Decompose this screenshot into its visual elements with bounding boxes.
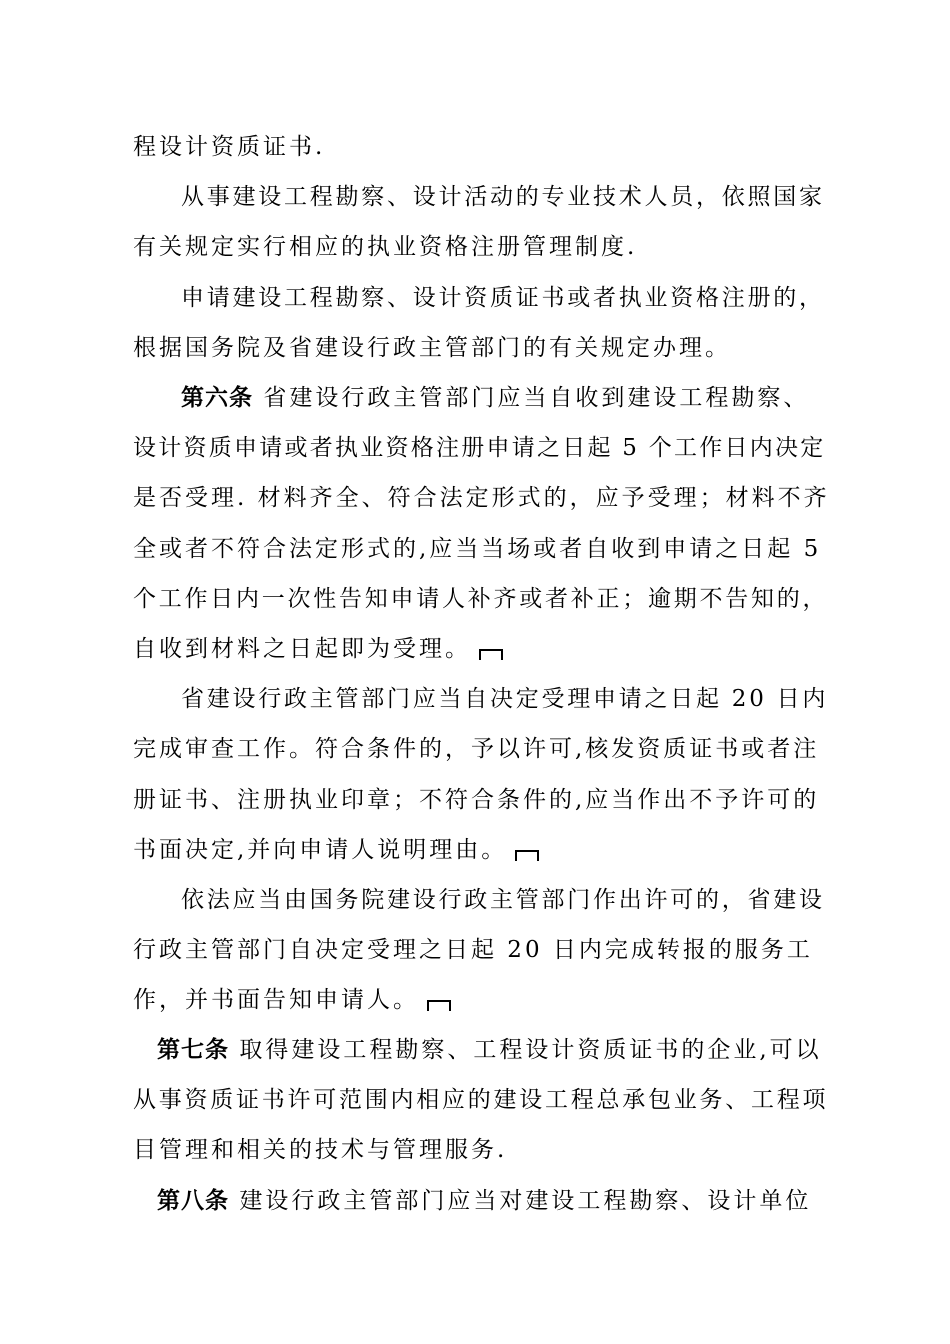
text-line: 依法应当由国务院建设行政主管部门作出许可的，省建设 [181, 887, 825, 913]
text-line: 个工作日内一次性告知申请人补齐或者补正；逾期不告知的， [133, 586, 829, 612]
article-6-line [181, 381, 809, 415]
text: 自收到材料之日起即为受理。 [133, 636, 471, 662]
bracket-mark-icon [479, 649, 503, 660]
text-line: 全或者不符合法定形式的,应当当场或者自收到申请之日起 5 [133, 536, 822, 562]
article-8-text: 建设行政主管部门应当对建设工程勘察、设计单位 [239, 1188, 812, 1214]
bracket-mark-icon [427, 1000, 451, 1011]
text-line: 册证书、注册执业印章；不符合条件的,应当作出不予许可的 [133, 787, 820, 813]
text-line-with-mark [133, 632, 503, 666]
article-6-title: 第六条 [181, 385, 253, 411]
article-7-title: 第七条 [157, 1037, 229, 1063]
article-6-text: 省建设行政主管部门应当自收到建设工程勘察、 [263, 385, 810, 411]
text-line-with-mark [133, 983, 451, 1017]
text-line: 行政主管部门自决定受理之日起 20 日内完成转报的服务工 [133, 937, 813, 963]
article-8-line [157, 1184, 811, 1218]
text-line: 完成审查工作。符合条件的，予以许可,核发资质证书或者注 [133, 736, 820, 762]
text-line-with-mark [133, 833, 539, 867]
text-line: 有关规定实行相应的执业资格注册管理制度. [133, 234, 638, 260]
text-line: 从事资质证书许可范围内相应的建设工程总承包业务、工程项 [133, 1087, 829, 1113]
text-line: 目管理和相关的技术与管理服务. [133, 1137, 508, 1163]
text-line: 从事建设工程勘察、设计活动的专业技术人员，依照国家 [181, 184, 825, 210]
text-line: 根据国务院及省建设行政主管部门的有关规定办理。 [133, 335, 731, 361]
article-7-line [157, 1033, 822, 1067]
text: 书面决定,并向申请人说明理由。 [133, 837, 508, 863]
article-7-text: 取得建设工程勘察、工程设计资质证书的企业,可以 [239, 1037, 822, 1063]
text: 作，并书面告知申请人。 [133, 987, 419, 1013]
bracket-mark-icon [515, 850, 539, 861]
text-line: 省建设行政主管部门应当自决定受理申请之日起 20 日内 [181, 686, 829, 712]
text-line: 是否受理. 材料齐全、符合法定形式的，应予受理；材料不齐 [133, 485, 830, 511]
text-line: 申请建设工程勘察、设计资质证书或者执业资格注册的， [181, 285, 825, 311]
article-8-title: 第八条 [157, 1188, 229, 1214]
text-line: 设计资质申请或者执业资格注册申请之日起 5 个工作日内决定 [133, 435, 826, 461]
text-line: 程设计资质证书. [133, 134, 326, 160]
